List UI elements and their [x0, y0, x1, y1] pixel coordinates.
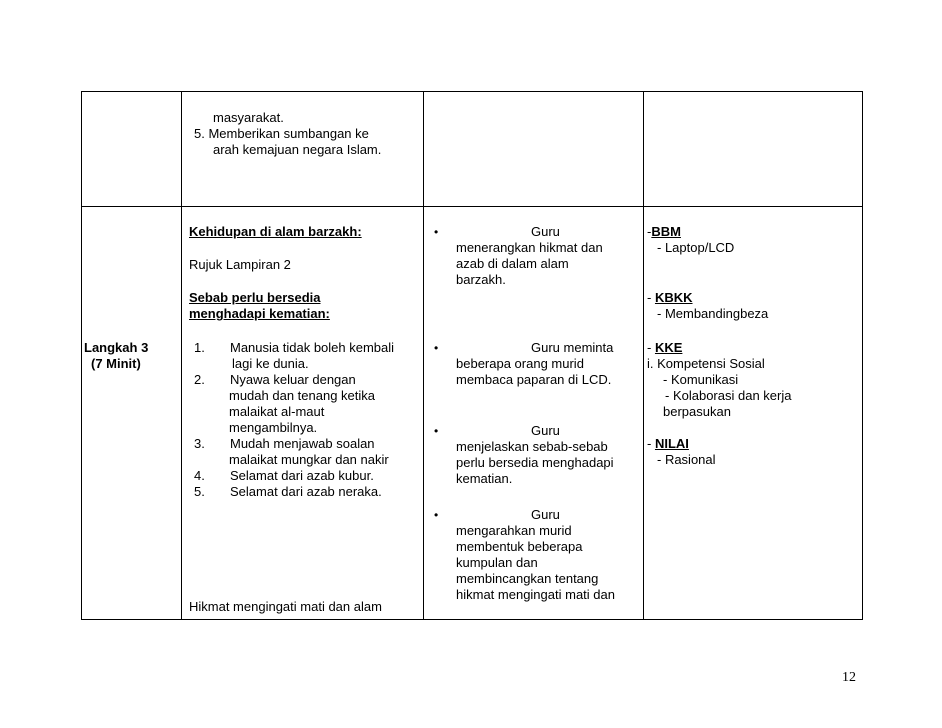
content-footer: Hikmat mengingati mati dan alam — [189, 599, 382, 614]
activity-lead: Guru — [531, 507, 560, 522]
item-text: Manusia tidak boleh kembali — [230, 340, 395, 355]
bbm-prefix: - — [647, 224, 652, 239]
table-row — [82, 92, 863, 207]
item-number: 2. — [194, 372, 205, 387]
activity-text: beberapa orang murid — [456, 356, 584, 371]
lesson-plan-table — [81, 91, 863, 620]
kke-label: KKE — [654, 340, 683, 355]
activity-lead: Guru — [531, 423, 560, 438]
activity-text: menerangkan hikmat dan — [456, 240, 603, 255]
page-number: 12 — [842, 670, 856, 685]
item-number: 5. — [194, 484, 205, 499]
notes-cell — [644, 207, 863, 620]
kbkk-heading — [647, 290, 717, 306]
bbm-heading — [647, 224, 681, 240]
bullet-icon: • — [434, 225, 439, 239]
nilai-label: NILAI — [654, 436, 689, 451]
activity-text: mengarahkan murid — [456, 523, 572, 538]
section-heading: Kehidupan di alam barzakh: — [189, 224, 362, 239]
bbm-item: - Laptop/LCD — [657, 240, 735, 255]
bullet-icon: • — [434, 508, 439, 522]
reference-text: Rujuk Lampiran 2 — [189, 257, 291, 272]
item-text: malaikat mungkar dan nakir — [229, 452, 389, 467]
kbkk-item: - Membandingbeza — [657, 306, 769, 321]
nilai-prefix: - — [647, 436, 655, 451]
table-row — [82, 207, 863, 620]
item-text: mudah dan tenang ketika — [229, 388, 375, 403]
kbkk-label: KBKK — [654, 290, 693, 305]
activity-text: azab di dalam alam — [456, 256, 569, 271]
content-line: arah kemajuan negara Islam. — [213, 142, 382, 157]
bbm-label: BBM — [651, 224, 681, 239]
kke-item: berpasukan — [663, 404, 731, 419]
kke-prefix: - — [647, 340, 655, 355]
section-heading: menghadapi kematian: — [189, 306, 330, 321]
nilai-heading — [647, 436, 689, 452]
activity-text: hikmat mengingati mati dan — [456, 587, 615, 602]
activity-text: membentuk beberapa — [456, 539, 583, 554]
item-text: Selamat dari azab neraka. — [230, 484, 382, 499]
activity-cell — [424, 92, 644, 207]
activity-text: barzakh. — [456, 272, 506, 287]
item-text: Mudah menjawab soalan — [230, 436, 375, 451]
kke-item: - Kolaborasi dan kerja — [665, 388, 792, 403]
bullet-icon: • — [434, 424, 439, 438]
item-text: mengambilnya. — [229, 420, 318, 435]
item-number: 4. — [194, 468, 205, 483]
content-line: masyarakat. — [213, 110, 284, 125]
notes-cell — [644, 92, 863, 207]
item-number: 1. — [194, 340, 205, 355]
activity-text: menjelaskan sebab-sebab — [456, 439, 608, 454]
activity-text: membaca paparan di LCD. — [456, 372, 612, 387]
item-text: malaikat al-maut — [229, 404, 325, 419]
activity-text: kumpulan dan — [456, 555, 538, 570]
content-cell — [182, 92, 424, 207]
step-cell — [82, 207, 182, 620]
kbkk-prefix: - — [647, 290, 655, 305]
step-cell — [82, 92, 182, 207]
bullet-icon: • — [434, 341, 439, 355]
content-line: 5. Memberikan sumbangan ke — [194, 126, 369, 141]
nilai-item: - Rasional — [657, 452, 716, 467]
item-text: lagi ke dunia. — [232, 356, 309, 371]
kke-subheading: i. Kompetensi Sosial — [647, 356, 765, 371]
kke-heading — [647, 340, 682, 356]
step-duration: (7 Minit) — [91, 356, 141, 371]
activity-cell — [424, 207, 644, 620]
item-number: 3. — [194, 436, 205, 451]
activity-text: perlu bersedia menghadapi — [456, 455, 614, 470]
activity-lead: Guru meminta — [531, 340, 614, 355]
activity-text: membincangkan tentang — [456, 571, 599, 586]
content-cell — [182, 207, 424, 620]
step-title: Langkah 3 — [84, 340, 149, 355]
item-text: Selamat dari azab kubur. — [230, 468, 374, 483]
activity-lead: Guru — [531, 224, 560, 239]
kke-item: - Komunikasi — [663, 372, 739, 387]
activity-text: kematian. — [456, 471, 513, 486]
item-text: Nyawa keluar dengan — [230, 372, 356, 387]
section-heading: Sebab perlu bersedia — [189, 290, 321, 305]
